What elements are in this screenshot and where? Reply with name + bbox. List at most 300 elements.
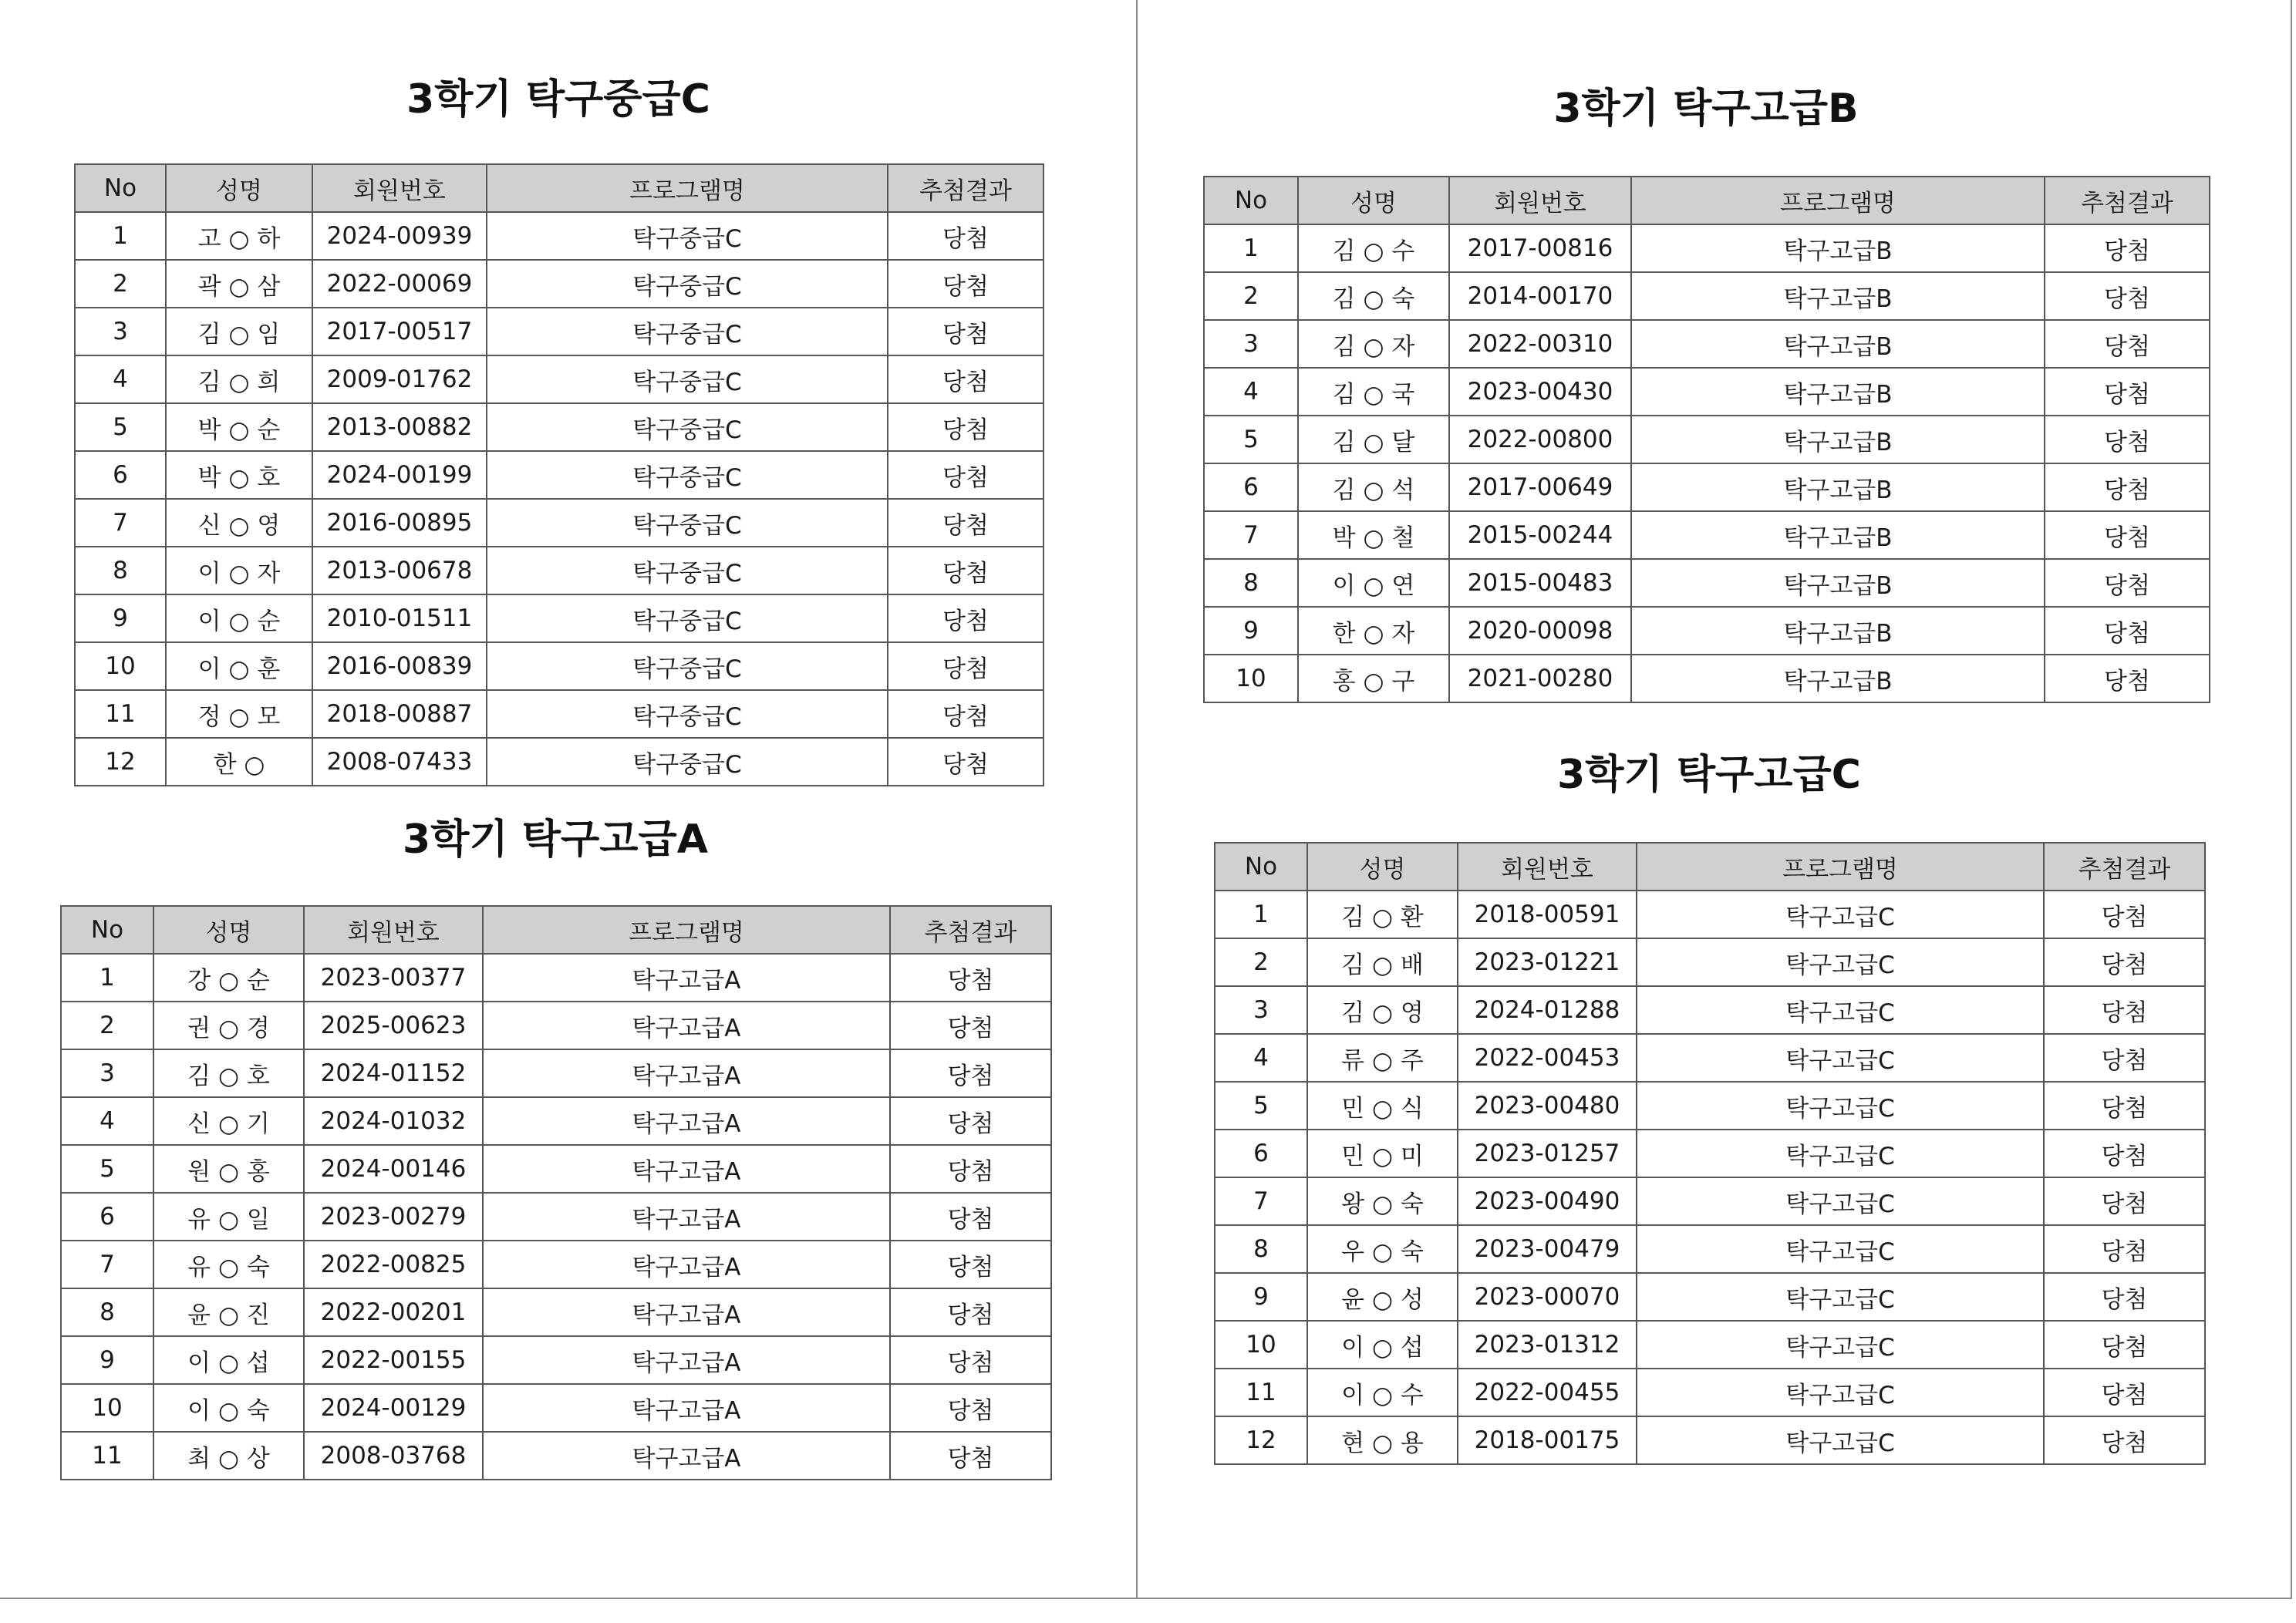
cell-result: 당첨 (2044, 1416, 2205, 1464)
cell-result: 당첨 (890, 1336, 1051, 1384)
table-row (1204, 368, 2210, 416)
cell-name: 박 ○ 순 (166, 403, 312, 451)
table-row (61, 1384, 1051, 1432)
cell-name: 우 ○ 숙 (1307, 1225, 1458, 1273)
cell-program: 탁구중급C (487, 547, 888, 594)
header-result: 추첨결과 (890, 906, 1051, 954)
header-program: 프로그램명 (483, 906, 890, 954)
cell-program: 탁구중급C (487, 355, 888, 403)
cell-program: 탁구고급A (483, 1241, 890, 1288)
table-header-row (61, 906, 1051, 954)
table-row (75, 308, 1043, 355)
table-row (1215, 891, 2205, 938)
cell-no: 10 (1204, 655, 1298, 702)
cell-no: 7 (1204, 511, 1298, 559)
cell-member-id: 2024-00129 (304, 1384, 483, 1432)
cell-no: 4 (75, 355, 166, 403)
table-row (1204, 272, 2210, 320)
cell-name: 민 ○ 미 (1307, 1130, 1458, 1177)
table-row (1215, 1369, 2205, 1416)
table-row (1215, 1273, 2205, 1321)
cell-program: 탁구고급B (1631, 368, 2045, 416)
roster-table-adv-a (60, 905, 1052, 1480)
cell-name: 김 ○ 수 (1298, 224, 1449, 272)
cell-name: 박 ○ 호 (166, 451, 312, 499)
cell-result: 당첨 (890, 1002, 1051, 1049)
cell-member-id: 2017-00517 (312, 308, 487, 355)
cell-program: 탁구중급C (487, 451, 888, 499)
cell-result: 당첨 (890, 1097, 1051, 1145)
cell-no: 7 (1215, 1177, 1307, 1225)
cell-result: 당첨 (888, 594, 1043, 642)
cell-member-id: 2009-01762 (312, 355, 487, 403)
cell-result: 당첨 (2045, 320, 2210, 368)
cell-result: 당첨 (888, 212, 1043, 260)
cell-name: 김 ○ 영 (1307, 986, 1458, 1034)
cell-no: 11 (61, 1432, 153, 1480)
cell-name: 민 ○ 식 (1307, 1082, 1458, 1130)
header-name: 성명 (153, 906, 304, 954)
cell-no: 6 (1215, 1130, 1307, 1177)
cell-no: 2 (61, 1002, 153, 1049)
header-program: 프로그램명 (1637, 843, 2044, 891)
cell-result: 당첨 (888, 308, 1043, 355)
cell-member-id: 2023-01221 (1458, 938, 1637, 986)
table-row (75, 738, 1043, 786)
header-name: 성명 (1298, 177, 1449, 224)
cell-program: 탁구고급B (1631, 607, 2045, 655)
cell-no: 4 (1215, 1034, 1307, 1082)
cell-result: 당첨 (2044, 1273, 2205, 1321)
cell-result: 당첨 (2044, 1321, 2205, 1369)
cell-member-id: 2023-00490 (1458, 1177, 1637, 1225)
cell-no: 6 (61, 1193, 153, 1241)
cell-program: 탁구고급A (483, 1336, 890, 1384)
cell-no: 2 (1204, 272, 1298, 320)
section-title: 3학기 탁구중급C (406, 76, 710, 123)
table-row (61, 1193, 1051, 1241)
table-row (1215, 986, 2205, 1034)
cell-name: 고 ○ 하 (166, 212, 312, 260)
cell-no: 3 (75, 308, 166, 355)
cell-program: 탁구고급B (1631, 224, 2045, 272)
header-member-id: 회원번호 (1458, 843, 1637, 891)
cell-name: 한 ○ 자 (1298, 607, 1449, 655)
cell-result: 당첨 (2044, 1130, 2205, 1177)
cell-result: 당첨 (2045, 272, 2210, 320)
roster-table-mid-c (74, 163, 1044, 786)
cell-program: 탁구고급C (1637, 1034, 2044, 1082)
cell-no: 4 (1204, 368, 1298, 416)
table-row (75, 499, 1043, 547)
cell-no: 11 (1215, 1369, 1307, 1416)
table-row (1215, 1130, 2205, 1177)
cell-no: 1 (1215, 891, 1307, 938)
cell-name: 강 ○ 순 (153, 954, 304, 1002)
cell-no: 10 (61, 1384, 153, 1432)
table-header-row (75, 164, 1043, 212)
cell-name: 김 ○ 국 (1298, 368, 1449, 416)
cell-member-id: 2023-00279 (304, 1193, 483, 1241)
cell-result: 당첨 (888, 451, 1043, 499)
section-title: 3학기 탁구고급A (403, 817, 708, 863)
header-name: 성명 (166, 164, 312, 212)
cell-result: 당첨 (2044, 1369, 2205, 1416)
cell-program: 탁구고급B (1631, 559, 2045, 607)
cell-program: 탁구중급C (487, 308, 888, 355)
cell-name: 김 ○ 임 (166, 308, 312, 355)
cell-no: 9 (1215, 1273, 1307, 1321)
cell-result: 당첨 (890, 954, 1051, 1002)
cell-no: 12 (1215, 1416, 1307, 1464)
cell-no: 12 (75, 738, 166, 786)
page-divider (1136, 0, 1138, 1599)
cell-no: 3 (61, 1049, 153, 1097)
cell-member-id: 2022-00453 (1458, 1034, 1637, 1082)
cell-result: 당첨 (890, 1384, 1051, 1432)
section-adv-c (1214, 748, 2204, 802)
table-row (61, 1432, 1051, 1480)
cell-result: 당첨 (2044, 938, 2205, 986)
cell-name: 홍 ○ 구 (1298, 655, 1449, 702)
table-row (1204, 416, 2210, 463)
cell-program: 탁구고급C (1637, 1416, 2044, 1464)
cell-result: 당첨 (890, 1145, 1051, 1193)
cell-program: 탁구중급C (487, 403, 888, 451)
cell-member-id: 2023-01257 (1458, 1130, 1637, 1177)
cell-result: 당첨 (888, 260, 1043, 308)
cell-name: 신 ○ 기 (153, 1097, 304, 1145)
header-no: No (1204, 177, 1298, 224)
cell-member-id: 2023-00377 (304, 954, 483, 1002)
cell-no: 7 (61, 1241, 153, 1288)
page-right-border (2291, 0, 2292, 1599)
table-row (1215, 1225, 2205, 1273)
cell-program: 탁구고급C (1637, 1225, 2044, 1273)
header-member-id: 회원번호 (312, 164, 487, 212)
cell-no: 8 (61, 1288, 153, 1336)
cell-program: 탁구고급A (483, 1049, 890, 1097)
cell-program: 탁구고급C (1637, 1130, 2044, 1177)
table-row (61, 1002, 1051, 1049)
cell-member-id: 2016-00895 (312, 499, 487, 547)
cell-program: 탁구고급C (1637, 1369, 2044, 1416)
cell-no: 5 (1204, 416, 1298, 463)
cell-member-id: 2024-01152 (304, 1049, 483, 1097)
cell-member-id: 2023-00430 (1449, 368, 1631, 416)
table-row (75, 594, 1043, 642)
roster-table-adv-b (1203, 176, 2210, 703)
header-member-id: 회원번호 (1449, 177, 1631, 224)
cell-name: 이 ○ 자 (166, 547, 312, 594)
table-row (1215, 1321, 2205, 1369)
cell-name: 권 ○ 경 (153, 1002, 304, 1049)
cell-result: 당첨 (2044, 891, 2205, 938)
cell-program: 탁구고급C (1637, 1321, 2044, 1369)
header-no: No (61, 906, 153, 954)
cell-result: 당첨 (890, 1193, 1051, 1241)
cell-member-id: 2013-00882 (312, 403, 487, 451)
section-title: 3학기 탁구고급C (1557, 752, 1861, 798)
table-row (61, 1049, 1051, 1097)
cell-no: 5 (1215, 1082, 1307, 1130)
cell-program: 탁구고급C (1637, 938, 2044, 986)
cell-result: 당첨 (2044, 1177, 2205, 1225)
table-row (1204, 320, 2210, 368)
cell-program: 탁구중급C (487, 690, 888, 738)
cell-program: 탁구고급A (483, 1384, 890, 1432)
table-row (1215, 1034, 2205, 1082)
header-result: 추첨결과 (888, 164, 1043, 212)
cell-name: 신 ○ 영 (166, 499, 312, 547)
table-row (61, 954, 1051, 1002)
cell-result: 당첨 (888, 355, 1043, 403)
cell-no: 5 (75, 403, 166, 451)
cell-program: 탁구고급C (1637, 1273, 2044, 1321)
cell-name: 곽 ○ 삼 (166, 260, 312, 308)
cell-name: 최 ○ 상 (153, 1432, 304, 1480)
cell-no: 8 (75, 547, 166, 594)
cell-name: 왕 ○ 숙 (1307, 1177, 1458, 1225)
cell-no: 8 (1215, 1225, 1307, 1273)
cell-name: 류 ○ 주 (1307, 1034, 1458, 1082)
cell-program: 탁구고급A (483, 1193, 890, 1241)
cell-name: 유 ○ 숙 (153, 1241, 304, 1288)
cell-member-id: 2008-07433 (312, 738, 487, 786)
cell-result: 당첨 (888, 499, 1043, 547)
cell-member-id: 2016-00839 (312, 642, 487, 690)
cell-result: 당첨 (890, 1288, 1051, 1336)
cell-program: 탁구고급B (1631, 655, 2045, 702)
table-row (1204, 559, 2210, 607)
table-header-row (1215, 843, 2205, 891)
cell-program: 탁구고급A (483, 1002, 890, 1049)
cell-member-id: 2022-00069 (312, 260, 487, 308)
cell-name: 원 ○ 홍 (153, 1145, 304, 1193)
table-row (75, 260, 1043, 308)
cell-member-id: 2013-00678 (312, 547, 487, 594)
header-name: 성명 (1307, 843, 1458, 891)
section-title: 3학기 탁구고급B (1553, 86, 1859, 132)
cell-no: 1 (61, 954, 153, 1002)
cell-no: 8 (1204, 559, 1298, 607)
cell-result: 당첨 (2045, 607, 2210, 655)
cell-name: 정 ○ 모 (166, 690, 312, 738)
cell-member-id: 2010-01511 (312, 594, 487, 642)
cell-member-id: 2024-01288 (1458, 986, 1637, 1034)
cell-result: 당첨 (2045, 463, 2210, 511)
table-row (1215, 938, 2205, 986)
table-row (75, 212, 1043, 260)
cell-program: 탁구고급B (1631, 463, 2045, 511)
header-program: 프로그램명 (1631, 177, 2045, 224)
table-row (1204, 607, 2210, 655)
roster-table-adv-c (1214, 842, 2206, 1465)
cell-result: 당첨 (2044, 1082, 2205, 1130)
cell-name: 이 ○ 연 (1298, 559, 1449, 607)
table-row (75, 642, 1043, 690)
cell-no: 2 (1215, 938, 1307, 986)
cell-no: 9 (1204, 607, 1298, 655)
cell-result: 당첨 (2045, 416, 2210, 463)
cell-name: 이 ○ 섭 (153, 1336, 304, 1384)
cell-no: 9 (61, 1336, 153, 1384)
cell-result: 당첨 (888, 403, 1043, 451)
cell-name: 이 ○ 숙 (153, 1384, 304, 1432)
cell-result: 당첨 (888, 690, 1043, 738)
cell-member-id: 2023-00070 (1458, 1273, 1637, 1321)
cell-member-id: 2024-00199 (312, 451, 487, 499)
cell-result: 당첨 (2044, 1225, 2205, 1273)
cell-name: 이 ○ 수 (1307, 1369, 1458, 1416)
cell-name: 이 ○ 섭 (1307, 1321, 1458, 1369)
cell-no: 11 (75, 690, 166, 738)
cell-member-id: 2015-00244 (1449, 511, 1631, 559)
header-no: No (75, 164, 166, 212)
table-row (61, 1241, 1051, 1288)
cell-program: 탁구고급B (1631, 320, 2045, 368)
cell-program: 탁구고급B (1631, 272, 2045, 320)
cell-no: 5 (61, 1145, 153, 1193)
cell-no: 10 (1215, 1321, 1307, 1369)
table-header-row (1204, 177, 2210, 224)
cell-no: 9 (75, 594, 166, 642)
table-row (1204, 463, 2210, 511)
cell-result: 당첨 (888, 642, 1043, 690)
cell-program: 탁구고급C (1637, 1082, 2044, 1130)
section-adv-a (60, 813, 1050, 867)
cell-no: 2 (75, 260, 166, 308)
table-row (1204, 511, 2210, 559)
table-row (61, 1097, 1051, 1145)
cell-result: 당첨 (2045, 655, 2210, 702)
cell-result: 당첨 (2045, 224, 2210, 272)
table-row (1215, 1082, 2205, 1130)
cell-program: 탁구고급A (483, 1145, 890, 1193)
cell-member-id: 2024-01032 (304, 1097, 483, 1145)
cell-member-id: 2022-00201 (304, 1288, 483, 1336)
cell-member-id: 2022-00800 (1449, 416, 1631, 463)
table-row (61, 1336, 1051, 1384)
cell-result: 당첨 (890, 1241, 1051, 1288)
cell-member-id: 2023-00479 (1458, 1225, 1637, 1273)
cell-program: 탁구고급A (483, 954, 890, 1002)
cell-member-id: 2022-00310 (1449, 320, 1631, 368)
table-row (1215, 1177, 2205, 1225)
cell-member-id: 2024-00146 (304, 1145, 483, 1193)
cell-member-id: 2018-00591 (1458, 891, 1637, 938)
cell-result: 당첨 (890, 1049, 1051, 1097)
page-bottom-border (0, 1598, 2292, 1599)
cell-member-id: 2024-00939 (312, 212, 487, 260)
cell-member-id: 2022-00455 (1458, 1369, 1637, 1416)
header-result: 추첨결과 (2044, 843, 2205, 891)
table-row (75, 451, 1043, 499)
cell-program: 탁구중급C (487, 499, 888, 547)
header-program: 프로그램명 (487, 164, 888, 212)
cell-program: 탁구중급C (487, 642, 888, 690)
cell-result: 당첨 (890, 1432, 1051, 1480)
cell-program: 탁구고급C (1637, 986, 2044, 1034)
cell-name: 김 ○ 호 (153, 1049, 304, 1097)
cell-program: 탁구고급B (1631, 416, 2045, 463)
cell-member-id: 2014-00170 (1449, 272, 1631, 320)
cell-member-id: 2022-00825 (304, 1241, 483, 1288)
cell-member-id: 2018-00175 (1458, 1416, 1637, 1464)
cell-name: 김 ○ 환 (1307, 891, 1458, 938)
cell-program: 탁구고급A (483, 1288, 890, 1336)
table-row (1204, 655, 2210, 702)
cell-no: 4 (61, 1097, 153, 1145)
cell-name: 박 ○ 철 (1298, 511, 1449, 559)
cell-result: 당첨 (888, 738, 1043, 786)
cell-result: 당첨 (2044, 986, 2205, 1034)
cell-member-id: 2017-00816 (1449, 224, 1631, 272)
cell-member-id: 2020-00098 (1449, 607, 1631, 655)
cell-member-id: 2023-00480 (1458, 1082, 1637, 1130)
cell-member-id: 2015-00483 (1449, 559, 1631, 607)
cell-no: 7 (75, 499, 166, 547)
cell-result: 당첨 (888, 547, 1043, 594)
cell-name: 윤 ○ 성 (1307, 1273, 1458, 1321)
cell-program: 탁구고급B (1631, 511, 2045, 559)
cell-name: 김 ○ 희 (166, 355, 312, 403)
cell-program: 탁구고급A (483, 1097, 890, 1145)
section-adv-b (1203, 82, 2209, 136)
cell-name: 김 ○ 숙 (1298, 272, 1449, 320)
cell-program: 탁구고급A (483, 1432, 890, 1480)
table-row (75, 690, 1043, 738)
cell-member-id: 2018-00887 (312, 690, 487, 738)
cell-member-id: 2017-00649 (1449, 463, 1631, 511)
header-no: No (1215, 843, 1307, 891)
cell-result: 당첨 (2044, 1034, 2205, 1082)
cell-name: 이 ○ 순 (166, 594, 312, 642)
table-row (75, 403, 1043, 451)
cell-no: 3 (1204, 320, 1298, 368)
table-row (75, 355, 1043, 403)
table-row (75, 547, 1043, 594)
cell-name: 윤 ○ 진 (153, 1288, 304, 1336)
cell-program: 탁구중급C (487, 212, 888, 260)
cell-name: 김 ○ 석 (1298, 463, 1449, 511)
cell-program: 탁구중급C (487, 260, 888, 308)
cell-result: 당첨 (2045, 368, 2210, 416)
cell-no: 6 (75, 451, 166, 499)
cell-no: 1 (1204, 224, 1298, 272)
cell-program: 탁구중급C (487, 738, 888, 786)
header-member-id: 회원번호 (304, 906, 483, 954)
table-row (1215, 1416, 2205, 1464)
cell-no: 6 (1204, 463, 1298, 511)
table-row (1204, 224, 2210, 272)
cell-no: 3 (1215, 986, 1307, 1034)
cell-program: 탁구고급C (1637, 891, 2044, 938)
cell-name: 김 ○ 배 (1307, 938, 1458, 986)
cell-result: 당첨 (2045, 511, 2210, 559)
cell-program: 탁구중급C (487, 594, 888, 642)
cell-member-id: 2008-03768 (304, 1432, 483, 1480)
cell-name: 유 ○ 일 (153, 1193, 304, 1241)
cell-member-id: 2025-00623 (304, 1002, 483, 1049)
cell-no: 10 (75, 642, 166, 690)
cell-member-id: 2021-00280 (1449, 655, 1631, 702)
cell-name: 김 ○ 자 (1298, 320, 1449, 368)
table-row (61, 1145, 1051, 1193)
cell-program: 탁구고급C (1637, 1177, 2044, 1225)
cell-name: 이 ○ 훈 (166, 642, 312, 690)
cell-result: 당첨 (2045, 559, 2210, 607)
